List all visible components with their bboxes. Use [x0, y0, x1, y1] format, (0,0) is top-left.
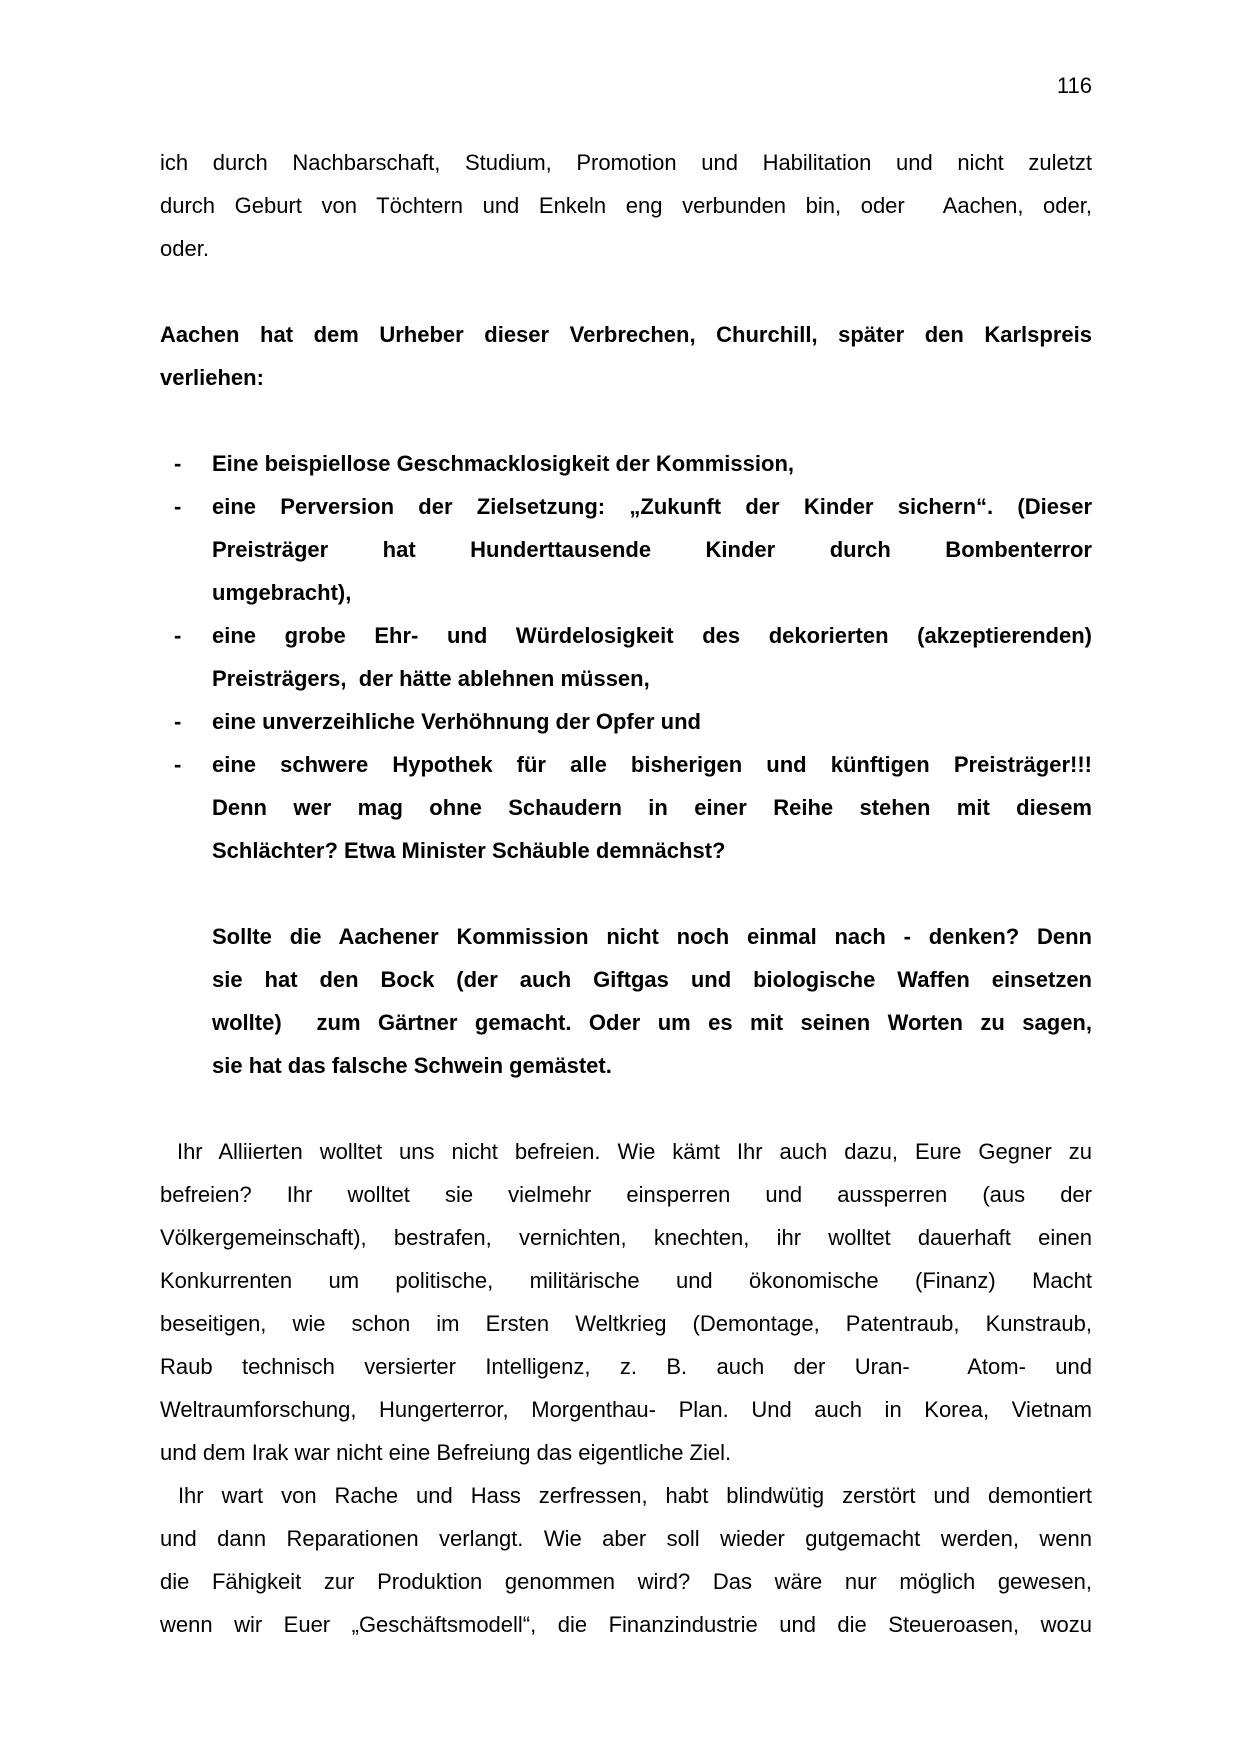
text-line: und dem Irak war nicht eine Befreiung das eigentliche Ziel.	[160, 1440, 732, 1465]
text-line: und dann Reparationen verlangt. Wie aber soll wieder gutgemacht werden, wenn	[160, 1526, 1092, 1551]
text-line: durch Geburt von Töchtern und Enkeln eng verbunden bin, oder Aachen, oder,	[160, 193, 1092, 218]
text-line: Schlächter? Etwa Minister Schäuble demnächst?	[212, 838, 726, 863]
intro-paragraph	[160, 141, 1092, 270]
text-line: eine unverzeihliche Verhöhnung der Opfer und	[212, 709, 701, 734]
text-line: Sollte die Aachener Kommission nicht noch einmal nach - denken? Denn	[212, 924, 1092, 949]
text-line: die Fähigkeit zur Produktion genommen wird? Das wäre nur möglich gewesen,	[160, 1569, 1092, 1594]
heading-karlspreis	[160, 313, 1092, 399]
text-line: beseitigen, wie schon im Ersten Weltkrieg (Demontage, Patentraub, Kunstraub,	[160, 1311, 1092, 1336]
text-line: umgebracht),	[212, 580, 352, 605]
text-line: Preisträgers, der hätte ablehnen müssen,	[212, 666, 650, 691]
document-body	[160, 141, 1092, 1646]
text-line: wollte) zum Gärtner gemacht. Oder um es mit seinen Worten zu sagen,	[212, 1010, 1092, 1035]
text-line: oder.	[160, 236, 209, 261]
list-item-geschmacklosigkeit	[174, 442, 1092, 485]
text-line: befreien? Ihr wolltet sie vielmehr einsperren und aussperren (aus der	[160, 1182, 1092, 1207]
text-line: verliehen:	[160, 365, 264, 390]
text-line: Weltraumforschung, Hungerterror, Morgenthau- Plan. Und auch in Korea, Vietnam	[160, 1397, 1092, 1422]
text-line: Aachen hat dem Urheber dieser Verbrechen, Churchill, später den Karlspreis	[160, 322, 1092, 347]
list-item-perversion	[174, 485, 1092, 614]
text-line: eine schwere Hypothek für alle bisherigen und künftigen Preisträger!!!	[212, 752, 1092, 777]
list-item-hypothek	[174, 743, 1092, 872]
text-line: ich durch Nachbarschaft, Studium, Promotion und Habilitation und nicht zuletzt	[160, 150, 1092, 175]
document-content	[160, 0, 1092, 1646]
list-bullet-dash: -	[174, 451, 182, 476]
text-line: sie hat das falsche Schwein gemästet.	[212, 1053, 612, 1078]
text-line: Ihr wart von Rache und Hass zerfressen, habt blindwütig zerstört und demontiert	[160, 1483, 1092, 1508]
text-line: eine Perversion der Zielsetzung: „Zukunft der Kinder sichern“. (Dieser	[212, 494, 1092, 519]
list-bullet-dash: -	[174, 623, 182, 648]
text-line: eine grobe Ehr- und Würdelosigkeit des dekorierten (akzeptierenden)	[212, 623, 1092, 648]
text-line: Völkergemeinschaft), bestrafen, vernichten, knechten, ihr wolltet dauerhaft einen	[160, 1225, 1092, 1250]
paragraph-rache	[160, 1474, 1092, 1646]
page-number: 116	[1056, 73, 1092, 98]
text-line: Denn wer mag ohne Schaudern in einer Reihe stehen mit diesem	[212, 795, 1092, 820]
text-line: Preisträger hat Hunderttausende Kinder durch Bombenterror	[212, 537, 1092, 562]
list-item-wuerdelosigkeit	[174, 614, 1092, 700]
text-line: wenn wir Euer „Geschäftsmodell“, die Finanzindustrie und die Steueroasen, wozu	[160, 1612, 1092, 1637]
text-line: Ihr Alliierten wolltet uns nicht befreien. Wie kämt Ihr auch dazu, Eure Gegner zu	[160, 1139, 1092, 1164]
quote-paragraph-kommission	[212, 915, 1092, 1087]
list-bullet-dash: -	[174, 709, 182, 734]
text-line: sie hat den Bock (der auch Giftgas und biologische Waffen einsetzen	[212, 967, 1092, 992]
text-line: Eine beispiellose Geschmacklosigkeit der Kommission,	[212, 451, 794, 476]
list-bullet-dash: -	[174, 494, 182, 519]
text-line: Konkurrenten um politische, militärische und ökonomische (Finanz) Macht	[160, 1268, 1092, 1293]
list-item-verhoehnung	[174, 700, 1092, 743]
list-bullet-dash: -	[174, 752, 182, 777]
text-line: Raub technisch versierter Intelligenz, z. B. auch der Uran- Atom- und	[160, 1354, 1092, 1379]
paragraph-alliierte	[160, 1130, 1092, 1474]
